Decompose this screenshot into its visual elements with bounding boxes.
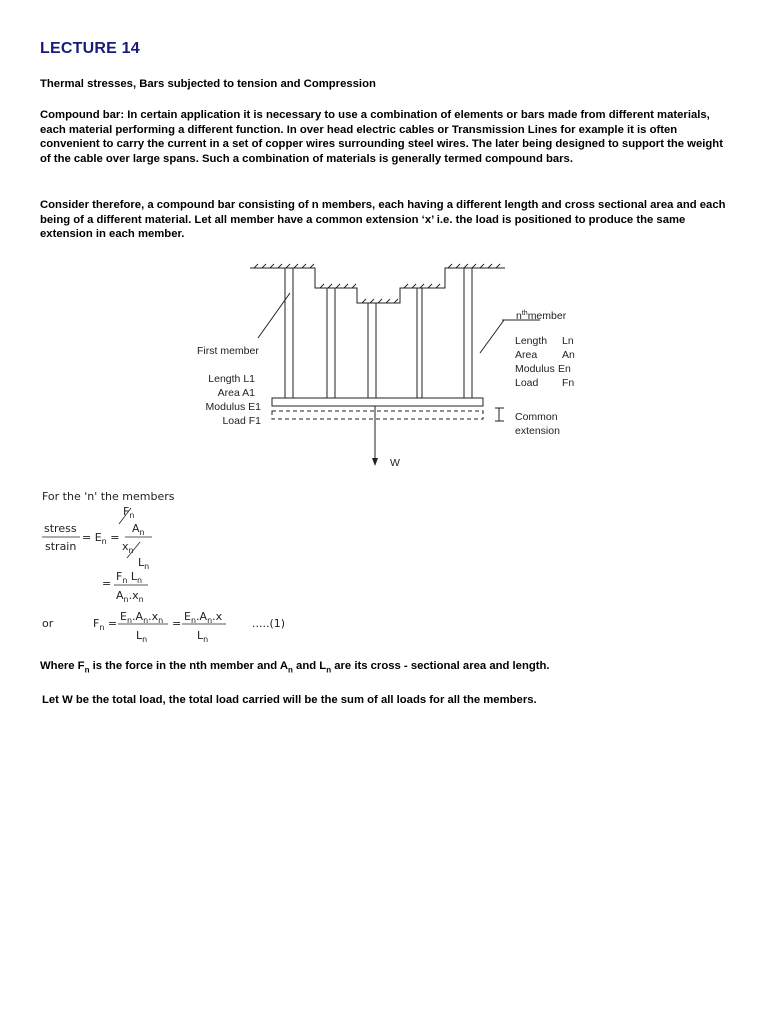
svg-text:En.An.x: $E_n.A_n.x$ <box>184 610 223 625</box>
extended-position <box>272 411 483 419</box>
svg-text:Ln: $L_n$ <box>197 629 209 644</box>
svg-text:Ln: $L_n$ <box>136 629 148 644</box>
svg-text:An.xn: $A_n.x_n$ <box>116 589 144 604</box>
eq-en: = $E_n$ = <box>82 531 120 546</box>
nth-area-name: Area <box>515 349 538 361</box>
stress-label: stress <box>44 522 77 535</box>
svg-text:Ln: $L_n$ <box>138 556 150 571</box>
svg-text:Fn Ln: $F_n$ $L_n$ <box>116 570 143 585</box>
svg-text:xn: $x_n$ <box>122 540 134 555</box>
formula-heading: For the 'n' the members <box>42 490 175 503</box>
first-load: Load F1 <box>222 415 261 427</box>
strain-label: strain <box>45 540 77 553</box>
svg-text:Fn: $F_n$ <box>123 505 135 520</box>
load-w-label: W <box>390 457 400 469</box>
or-label: or <box>42 617 54 630</box>
nth-load-name: Load <box>515 377 539 389</box>
compound-bar-diagram <box>190 258 590 478</box>
compound-bar-paragraph: Compound bar: In certain application it is necessary to use a combination of elements or bars made from different materials, each material performing a different function. In over head electric cables or Transmission Lines for example it is often convenient to carry the current in a set of copper wires surrounding steel wires. The later being designed to support the weight of the cable over large spans. Such a combination of materials is generally termed compound bars. <box>40 109 723 165</box>
connector-plate <box>272 398 483 406</box>
consider-paragraph: Consider therefore, a compound bar consisting of n members, each having a different length and cross sectional area and each being of a different material. Let all member have a common extension ‘x’ i.e. the load is positioned to produce the same extension in each member. <box>40 199 726 241</box>
nth-modulus-sym: En <box>558 363 571 375</box>
equation-number: .....(1) <box>252 617 286 630</box>
nth-load-sym: Fn <box>562 377 575 389</box>
common-label: Common <box>515 411 558 423</box>
svg-text:Fn =: $F_n$ = <box>93 617 118 632</box>
svg-text:=: = <box>102 577 112 590</box>
support-hatching <box>254 264 500 303</box>
formula-block <box>30 484 330 644</box>
support-outline <box>250 268 505 303</box>
first-modulus: Modulus E1 <box>205 401 261 413</box>
extension-label: extension <box>515 425 560 437</box>
first-area: Area A1 <box>217 387 255 399</box>
svg-text:An: $A_n$ <box>132 522 145 537</box>
nth-modulus-name: Modulus <box>515 363 555 375</box>
first-length: Length L1 <box>208 373 255 385</box>
load-arrowhead <box>372 458 378 466</box>
lecture-title: LECTURE 14 <box>40 40 140 57</box>
subtitle: Thermal stresses, Bars subjected to tension and Compression <box>40 78 376 90</box>
nth-length-name: Length <box>515 335 548 347</box>
svg-text:En.An.xn: $E_n.A_n.x_n$ <box>120 610 164 625</box>
where-sentence: Where $F_n$ is the force in the nth member and $A_n$ and $L_n$ are its cross - sectional area and length. <box>40 660 550 675</box>
nth-area-sym: An <box>562 349 575 361</box>
first-member-label: First member <box>197 345 259 357</box>
total-load-sentence: Let W be the total load, the total load carried will be the sum of all loads for all the members. <box>42 694 537 706</box>
nth-member-label: $n^{th}member$ <box>516 310 567 322</box>
svg-text:=: = <box>172 617 182 630</box>
nth-length-sym: Ln <box>562 335 574 347</box>
